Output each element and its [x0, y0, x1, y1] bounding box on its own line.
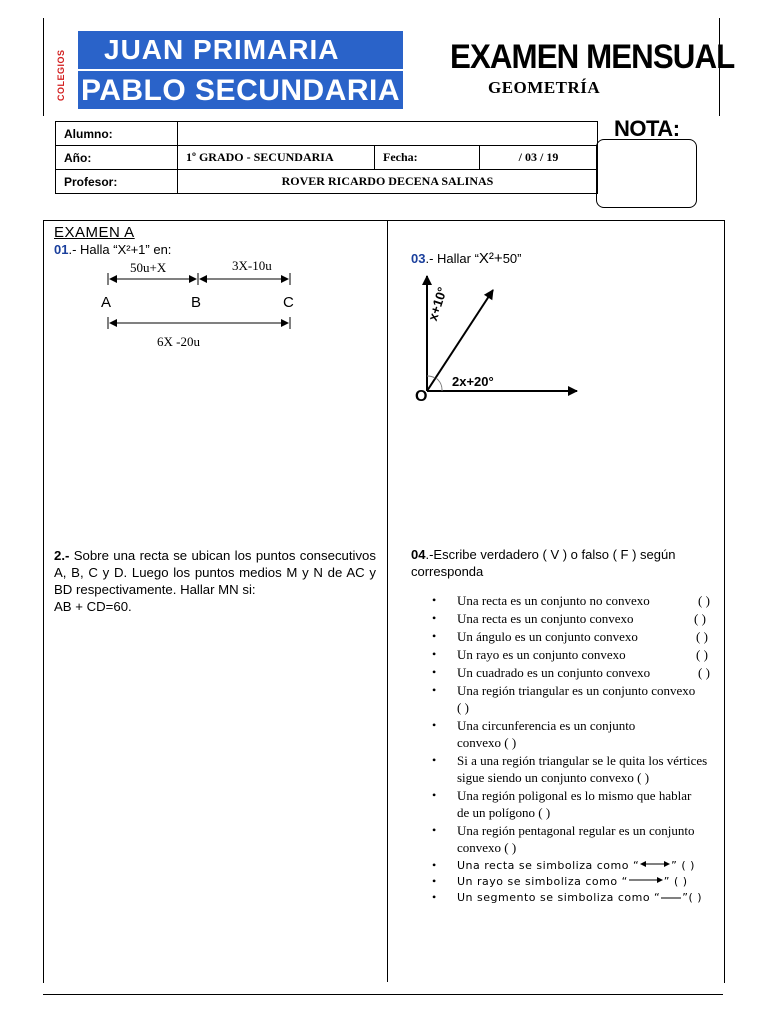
label-ac: 6X -20u	[157, 334, 200, 349]
segment-symbol-icon	[660, 891, 682, 901]
exam-version-label: EXAMEN A	[54, 224, 135, 241]
angle-label-2: 2x+20°	[452, 374, 494, 389]
list-item: • Una recta se simboliza como “ ” ( )	[436, 857, 726, 874]
column-divider	[387, 220, 388, 982]
student-info-table	[55, 121, 598, 194]
question-4-number: 04	[411, 547, 426, 562]
question-2-condition: AB + CD=60.	[54, 599, 132, 614]
point-c: C	[283, 294, 294, 311]
answer-paren[interactable]: ( )	[698, 593, 710, 608]
question-3-suffix: 50”	[502, 251, 522, 266]
answer-paren[interactable]: ( )	[696, 629, 708, 644]
list-item: • Una recta es un conjunto no convexo ( )	[436, 592, 726, 609]
question-3-number: 03	[411, 251, 426, 266]
question-2	[54, 547, 376, 615]
point-a: A	[101, 294, 112, 311]
list-item: • Un ángulo es un conjunto convexo ( )	[436, 628, 726, 645]
true-false-list	[436, 592, 726, 906]
list-item: • Una región poligonal es lo mismo que hablar de un polígono ( )	[436, 787, 726, 821]
logo-juan-primaria: JUAN PRIMARIA	[78, 31, 403, 69]
question-4	[411, 546, 711, 580]
bottom-rule	[43, 994, 723, 995]
list-item: • Si a una región triangular se le quita los vértices sigue siendo un conjunto convexo ( )	[436, 752, 726, 786]
list-item: • Un cuadrado es un conjunto convexo ( )	[436, 664, 726, 681]
label-ab: 50u+X	[130, 260, 167, 275]
question-3	[411, 250, 521, 267]
list-item: • Un rayo es un conjunto convexo ( )	[436, 646, 726, 663]
nota-box[interactable]	[596, 139, 697, 208]
nota-label: NOTA:	[614, 116, 680, 141]
anio-value: 1º GRADO - SECUNDARIA	[178, 146, 375, 170]
list-item: • Un rayo se simboliza como “ ” ( )	[436, 873, 726, 890]
profesor-label: Profesor:	[56, 170, 178, 194]
colegios-label: COLEGIOS	[56, 49, 66, 101]
exam-title: EXAMEN MENSUAL	[450, 38, 735, 76]
profesor-value: ROVER RICARDO DECENA SALINAS	[178, 170, 598, 194]
anio-label: Año:	[56, 146, 178, 170]
list-item: • Una región pentagonal regular es un conjunto convexo ( )	[436, 822, 726, 856]
answer-paren[interactable]: ( )	[696, 647, 708, 662]
list-item: • Una recta es un conjunto convexo ( )	[436, 610, 726, 627]
list-item: • Una región triangular es un conjunto convexo ( )	[436, 682, 726, 716]
answer-paren[interactable]: ( )	[694, 611, 706, 626]
alumno-label: Alumno:	[56, 122, 178, 146]
angle-arc-1	[427, 376, 435, 378]
vertex-o: O	[415, 388, 428, 405]
question-1-text: .- Halla “X²+1” en:	[68, 242, 172, 257]
list-item: • Un segmento se simboliza como “ ”( )	[436, 889, 726, 906]
question-3-prefix: .- Hallar “	[425, 251, 479, 266]
label-bc: 3X-10u	[232, 258, 272, 273]
list-item: • Una circunferencia es un conjunto convexo ( )	[436, 717, 726, 751]
question-2-number: 2.-	[54, 548, 70, 563]
question-3-expr: X²+	[478, 250, 503, 267]
question-2-text: Sobre una recta se ubican los puntos consecutivos A, B, C y D. Luego los puntos medios M y N de AC y BD respectivamente. Hallar MN si:	[54, 548, 376, 597]
subject-title: GEOMETRÍA	[488, 78, 601, 97]
alumno-field[interactable]	[178, 122, 598, 146]
angle-label-1: x+10°	[425, 285, 450, 323]
answer-paren[interactable]: ( )	[698, 665, 710, 680]
logo-pablo-secundaria: PABLO SECUNDARIA	[78, 71, 403, 109]
fecha-label: Fecha:	[375, 146, 480, 170]
point-b: B	[191, 294, 202, 311]
question-1-number: 01	[54, 242, 69, 257]
angle-diagram	[405, 268, 590, 413]
question-4-text: .-Escribe verdadero ( V ) o falso ( F ) según corresponda	[411, 547, 676, 579]
fecha-value: / 03 / 19	[480, 146, 598, 170]
angle-arc-2	[436, 378, 442, 391]
line-symbol-icon	[639, 859, 671, 869]
ray-symbol-icon	[628, 875, 664, 885]
